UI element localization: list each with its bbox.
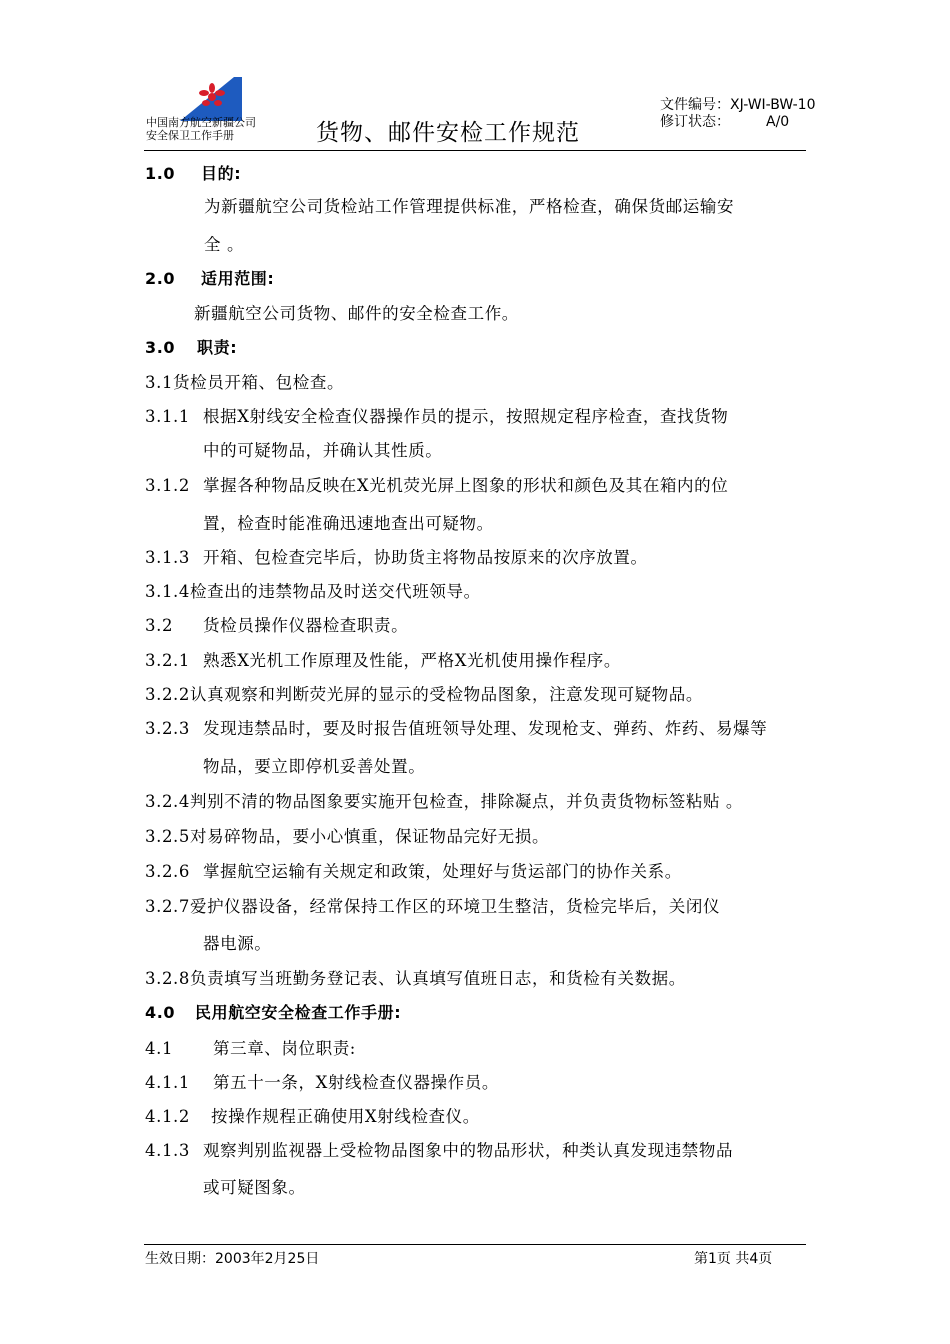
list-item [145, 647, 621, 671]
item-text: 熟悉X光机工作原理及性能，严格X光机使用操作程序。 [203, 651, 621, 670]
item-text: 第五十一条，X射线检查仪器操作员。 [213, 1073, 499, 1092]
item-number: 4.1 [145, 1039, 174, 1058]
doc-no-value: XJ-WI-BW-10 [730, 97, 816, 113]
item-number: 4.1.2 [145, 1107, 190, 1126]
revision-label: 修订状态： [660, 114, 730, 130]
list-item [145, 403, 728, 427]
list-item [145, 472, 728, 496]
list-item [145, 1137, 733, 1161]
list-item: 3.1.4检查出的违禁物品及时送交代班领导。 [145, 582, 481, 601]
list-item-continuation: 中的可疑物品，并确认其性质。 [203, 441, 443, 460]
effective-date: 生效日期：2003年2月25日 [145, 1251, 320, 1267]
section-title: 民用航空安全检查工作手册: [195, 1003, 402, 1022]
paragraph: 全 。 [204, 235, 245, 254]
section-4-heading [145, 1000, 401, 1023]
list-item [145, 858, 682, 882]
item-number: 4.1.1 [145, 1073, 190, 1092]
item-text: 掌握航空运输有关规定和政策，处理好与货运部门的协作关系。 [203, 862, 682, 881]
section-3-heading [145, 335, 237, 358]
list-item-continuation: 或可疑图象。 [203, 1178, 306, 1197]
item-text: 开箱、包检查完毕后，协助货主将物品按原来的次序放置。 [203, 548, 648, 567]
item-number: 3.2.6 [145, 862, 190, 881]
list-item: 3.2.7爱护仪器设备，经常保持工作区的环境卫生整洁，货检完毕后，关闭仪 [145, 897, 721, 916]
item-number: 3.2.3 [145, 719, 190, 738]
list-item: 3.2.4判别不清的物品图象要实施开包检查，排除凝点，并负责货物标签粘贴 。 [145, 792, 744, 811]
item-number: 3.1.1 [145, 407, 190, 426]
list-item [145, 612, 408, 636]
doc-no-label: 文件编号： [660, 97, 730, 113]
item-text: 根据X射线安全检查仪器操作员的提示，按照规定程序检查，查找货物 [203, 407, 729, 426]
section-title: 适用范围: [201, 269, 275, 288]
section-number: 4.0 [145, 1003, 176, 1022]
company-line-1: 中国南方航空新疆公司 [146, 116, 256, 129]
item-number: 4.1.3 [145, 1141, 190, 1160]
item-number: 3.2 [145, 616, 174, 635]
list-item [145, 1035, 356, 1059]
paragraph: 新疆航空公司货物、邮件的安全检查工作。 [194, 304, 519, 323]
section-2-heading [145, 266, 274, 289]
document-meta [660, 97, 815, 131]
company-name [146, 116, 256, 142]
item-text: 按操作规程正确使用X射线检查仪。 [211, 1107, 480, 1126]
list-item [145, 1103, 480, 1127]
document-title: 货物、邮件安检工作规范 [316, 120, 580, 146]
item-text: 观察判别监视器上受检物品图象中的物品形状，种类认真发现违禁物品 [203, 1141, 734, 1160]
item-text: 第三章、岗位职责: [213, 1039, 356, 1058]
section-1-heading [145, 161, 241, 184]
item-number: 3.1.3 [145, 548, 190, 567]
paragraph: 为新疆航空公司货检站工作管理提供标准，严格检查，确保货邮运输安 [204, 197, 735, 216]
section-number: 3.0 [145, 338, 176, 357]
list-item-continuation: 器电源。 [203, 934, 272, 953]
footer-divider [144, 1244, 806, 1245]
section-title: 目的: [201, 164, 242, 183]
list-item: 3.2.2认真观察和判断荧光屏的显示的受检物品图象，注意发现可疑物品。 [145, 685, 703, 704]
company-line-2: 安全保卫工作手册 [146, 129, 234, 142]
list-item [145, 544, 648, 568]
header-divider [144, 150, 806, 151]
page-number: 第1页 共4页 [694, 1251, 773, 1267]
item-text: 发现违禁品时，要及时报告值班领导处理、发现枪支、弹药、炸药、易爆等 [203, 719, 768, 738]
list-item [145, 1069, 499, 1093]
section-number: 2.0 [145, 269, 176, 288]
list-item: 3.1货检员开箱、包检查。 [145, 373, 345, 392]
revision-value: A/0 [766, 114, 790, 130]
item-text: 货检员操作仪器检查职责。 [203, 616, 409, 635]
list-item-continuation: 物品，要立即停机妥善处置。 [203, 757, 426, 776]
section-title: 职责: [197, 338, 238, 357]
item-text: 掌握各种物品反映在X光机荧光屏上图象的形状和颜色及其在箱内的位 [203, 476, 729, 495]
item-number: 3.1.2 [145, 476, 190, 495]
item-number: 3.2.1 [145, 651, 190, 670]
list-item: 3.2.5对易碎物品，要小心慎重，保证物品完好无损。 [145, 827, 550, 846]
list-item: 3.2.8负责填写当班勤务登记表、认真填写值班日志，和货检有关数据。 [145, 969, 686, 988]
list-item-continuation: 置，检查时能准确迅速地查出可疑物。 [203, 514, 494, 533]
section-number: 1.0 [145, 164, 176, 183]
list-item [145, 715, 767, 739]
